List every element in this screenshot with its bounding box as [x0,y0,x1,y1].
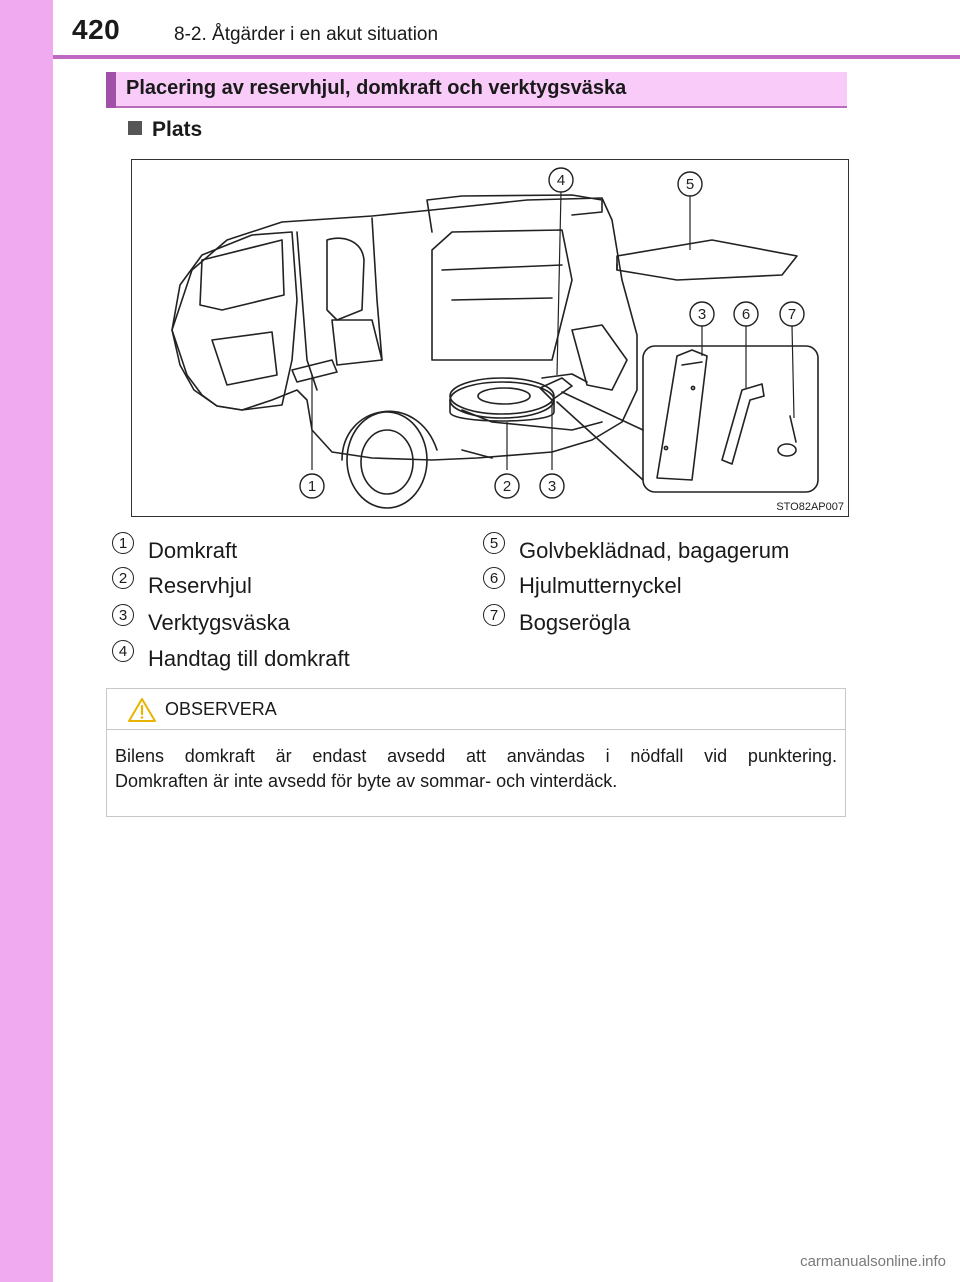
callout-3-label: 3 [547,478,557,495]
car-illustration-figure [131,159,849,517]
legend-label: Handtag till domkraft [148,646,350,671]
watermark: carmanualsonline.info [800,1253,946,1270]
callout-1-label: 1 [307,478,317,495]
legend-label: Bogserögla [519,610,631,635]
section-header-accent-bar [106,72,116,108]
number-badge-icon: 4 [112,640,134,662]
legend-label: Verktygsväska [148,610,290,635]
wheel-nut-wrench [722,384,764,464]
callout-7-label: 7 [787,306,797,323]
warning-triangle-icon [127,697,157,723]
page-number: 420 [72,14,121,45]
legend-item [483,534,790,564]
figure-code: STO82AP007 [776,501,844,513]
section-header [106,72,847,108]
notice-text-line: Domkraften är inte avsedd för byte av sommar- och vinterdäck. [115,771,618,791]
number-badge-icon: 1 [112,532,134,554]
legend-label: Golvbeklädnad, bagagerum [519,538,790,563]
towing-eye [790,416,796,442]
notice-body [107,730,845,794]
callout-5-label: 5 [685,176,695,193]
legend-label: Hjulmutternyckel [519,573,682,598]
legend-item [483,606,631,636]
header-rule [53,55,960,59]
legend-item [112,642,350,672]
section-title: Placering av reservhjul, domkraft och verktygsväska [126,77,627,99]
square-bullet-icon [128,121,142,135]
callout-6-label: 6 [741,306,751,323]
legend-label: Domkraft [148,538,238,563]
number-badge-icon: 5 [483,532,505,554]
subheading-text: Plats [152,118,203,141]
car-body-outline [172,198,637,460]
side-tab-strip [0,0,53,1282]
tool-inset-box [643,346,818,492]
notice-box [106,688,846,817]
number-badge-icon: 6 [483,567,505,589]
legend-item [112,606,290,636]
floor-board [617,240,797,280]
callout-3b-label: 3 [697,306,707,323]
legend-label: Reservhjul [148,573,252,598]
number-badge-icon: 2 [112,567,134,589]
tool-bag [657,350,707,480]
number-badge-icon: 7 [483,604,505,626]
number-badge-icon: 3 [112,604,134,626]
legend-item [483,569,682,599]
callout-4-label: 4 [556,172,566,189]
legend-item [112,534,238,564]
notice-text-line: Bilens domkraft är endast avsedd att användas i nödfall vid punktering. [115,746,837,766]
subheading [128,118,202,142]
callout-2-label: 2 [502,478,512,495]
chapter-title: 8-2. Åtgärder i en akut situation [174,24,439,45]
car-illustration [132,160,848,516]
notice-header [107,689,845,730]
legend-item [112,569,252,599]
notice-label: OBSERVERA [165,699,277,719]
